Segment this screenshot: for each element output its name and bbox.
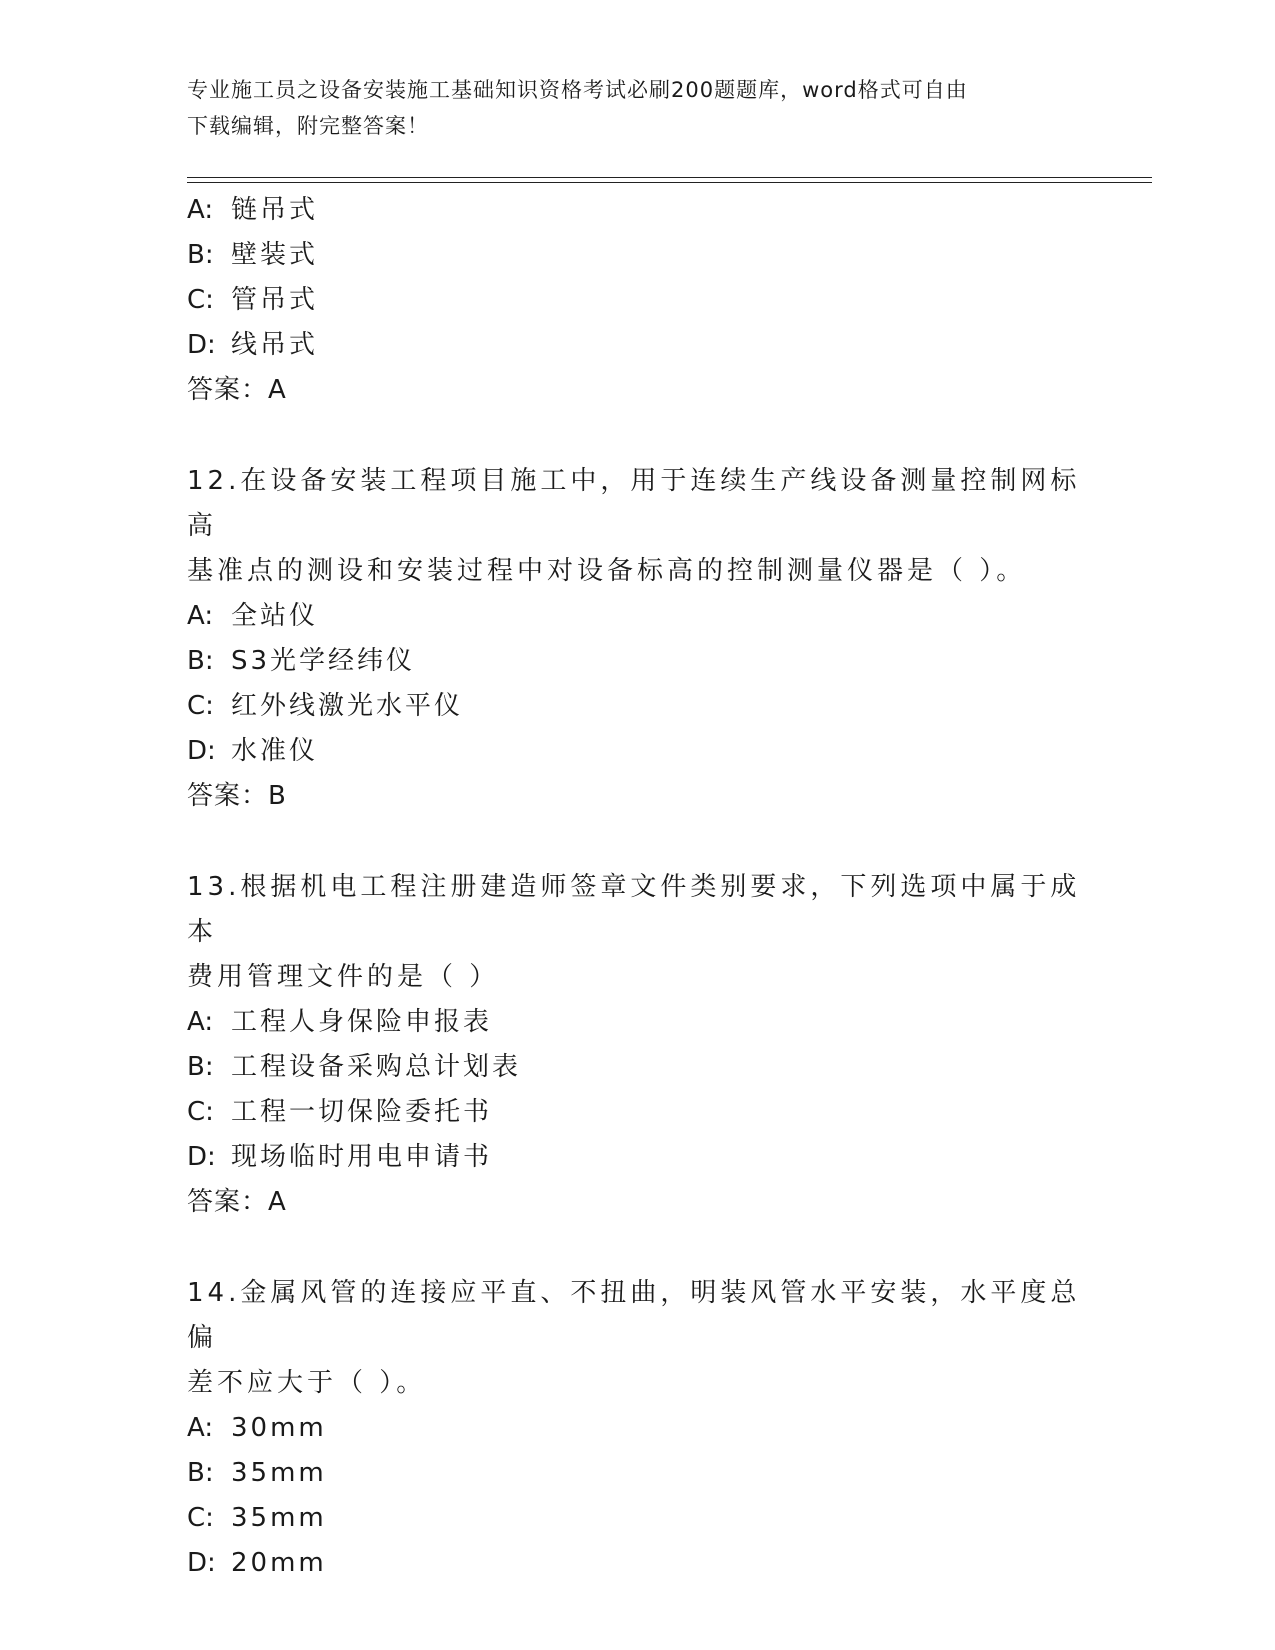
question-block-12 bbox=[187, 459, 1087, 819]
question-text-line-1: 13.根据机电工程注册建造师签章文件类别要求，下列选项中属于成本 bbox=[187, 872, 1081, 947]
option-b: B: S3光学经纬仪 bbox=[187, 646, 416, 676]
option-c: C: 工程一切保险委托书 bbox=[187, 1097, 493, 1127]
question-text-line-1: 14.金属风管的连接应平直、不扭曲，明装风管水平安装，水平度总偏 bbox=[187, 1278, 1081, 1353]
header-line-1: 专业施工员之设备安装施工基础知识资格考试必刷200题题库，word格式可自由 bbox=[187, 78, 968, 102]
option-a: A: 全站仪 bbox=[187, 601, 319, 631]
option-d: D: 水准仪 bbox=[187, 736, 319, 766]
option-d: D: 线吊式 bbox=[187, 330, 319, 360]
option-b: B: 工程设备采购总计划表 bbox=[187, 1052, 522, 1082]
option-b: B: 壁装式 bbox=[187, 240, 319, 270]
option-c: C: 35mm bbox=[187, 1503, 327, 1533]
option-b: B: 35mm bbox=[187, 1458, 327, 1488]
option-d: D: 现场临时用电申请书 bbox=[187, 1142, 493, 1172]
question-block-14 bbox=[187, 1271, 1087, 1586]
header-divider-top bbox=[187, 177, 1152, 178]
answer: 答案：B bbox=[187, 781, 287, 811]
document-header bbox=[187, 72, 1067, 144]
header-line-2: 下载编辑，附完整答案！ bbox=[187, 114, 429, 138]
option-d: D: 20mm bbox=[187, 1548, 327, 1578]
question-list bbox=[187, 188, 1087, 1586]
header-divider-bottom bbox=[187, 182, 1152, 183]
question-text-line-1: 12.在设备安装工程项目施工中，用于连续生产线设备测量控制网标高 bbox=[187, 466, 1081, 541]
option-a: A: 链吊式 bbox=[187, 195, 319, 225]
option-c: C: 红外线激光水平仪 bbox=[187, 691, 464, 721]
question-text-line-2: 基准点的测设和安装过程中对设备标高的控制测量仪器是（ ）。 bbox=[187, 556, 1027, 586]
option-a: A: 工程人身保险申报表 bbox=[187, 1007, 493, 1037]
answer: 答案：A bbox=[187, 375, 287, 405]
question-text-line-2: 费用管理文件的是（ ） bbox=[187, 962, 500, 992]
question-block-13 bbox=[187, 865, 1087, 1225]
question-block-11 bbox=[187, 188, 1087, 413]
question-text-line-2: 差不应大于（ ）。 bbox=[187, 1368, 427, 1398]
option-c: C: 管吊式 bbox=[187, 285, 319, 315]
option-a: A: 30mm bbox=[187, 1413, 327, 1443]
answer: 答案：A bbox=[187, 1187, 287, 1217]
